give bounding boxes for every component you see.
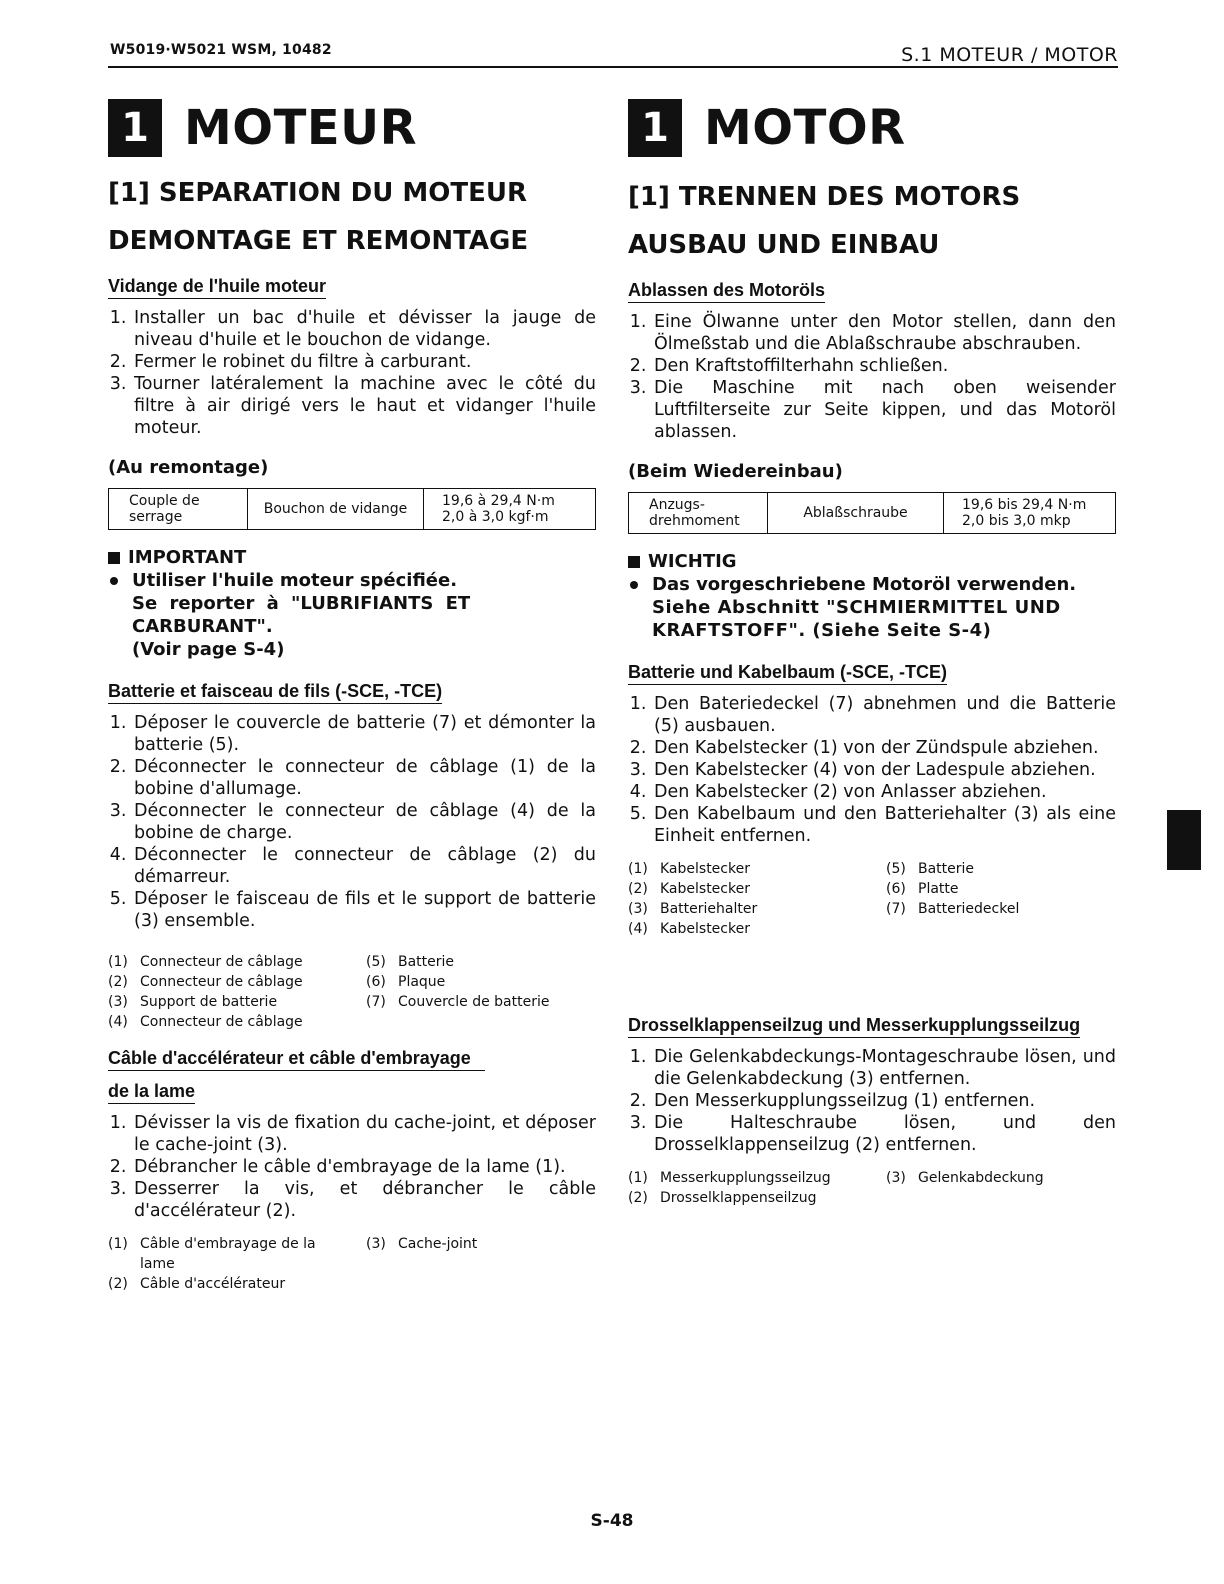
- torque-table: [628, 492, 1116, 534]
- cable-steps: [628, 1046, 1116, 1156]
- step: 1. Eine Ölwanne unter den Motor stellen, dann den Ölmeßstab und die Ablaßschraube abschrauben.: [652, 311, 1116, 355]
- battery-steps: [108, 712, 596, 932]
- square-bullet-icon: [108, 552, 120, 564]
- important-note: [628, 550, 1116, 642]
- important-title: IMPORTANT: [128, 547, 247, 568]
- torque-value: [944, 493, 1116, 534]
- legend-item: (5) Batterie: [366, 954, 455, 970]
- battery-legend: [628, 859, 1116, 939]
- topic-battery-harness: Batterie und Kabelbaum (-SCE, -TCE): [628, 662, 947, 685]
- torque-label: Anzugs-drehmoment: [629, 493, 768, 534]
- step: 3. Desserrer la vis, et débrancher le câble d'accélérateur (2).: [132, 1178, 596, 1222]
- topic-oil-drain: Vidange de l'huile moteur: [108, 276, 326, 299]
- legend-item: (2) Câble d'accélérateur: [108, 1276, 286, 1292]
- step: 5. Den Kabelbaum und den Batteriehalter (3) als eine Einheit entfernen.: [652, 803, 1116, 847]
- header-rule: [108, 66, 1118, 68]
- torque-value-kgf: 2,0 à 3,0 kgf·m: [442, 509, 549, 525]
- german-column: [628, 98, 1116, 1208]
- legend-item: (1) Connecteur de câblage: [108, 954, 303, 970]
- important-note: [108, 546, 596, 661]
- chapter-heading: [108, 98, 596, 158]
- step: 1. Déposer le couvercle de batterie (7) et démonter la batterie (5).: [132, 712, 596, 756]
- step: 1. Installer un bac d'huile et dévisser la jauge de niveau d'huile et le bouchon de vidange.: [132, 307, 596, 351]
- bullet-icon: [628, 573, 652, 596]
- step: 1. Den Bateriedeckel (7) abnehmen und die Batterie (5) ausbauen.: [652, 693, 1116, 737]
- step: 2. Den Kabelstecker (1) von der Zündspule abziehen.: [652, 737, 1116, 759]
- step: 4. Déconnecter le connecteur de câblage (2) du démarreur.: [132, 844, 596, 888]
- important-line: Utiliser l'huile moteur spécifiée.: [132, 570, 458, 591]
- legend-item: (1) Kabelstecker: [628, 861, 750, 877]
- square-bullet-icon: [628, 556, 640, 568]
- legend-item: (1) Câble d'embrayage de la lame: [108, 1236, 316, 1272]
- topic-oil-drain: Ablassen des Motoröls: [628, 280, 825, 303]
- chapter-title: MOTEUR: [184, 100, 418, 156]
- step: 5. Déposer le faisceau de fils et le support de batterie (3) ensemble.: [132, 888, 596, 932]
- step: 2. Den Messerkupplungsseilzug (1) entfernen.: [652, 1090, 1116, 1112]
- reassembly-note: (Au remontage): [108, 457, 269, 478]
- legend-item: (3) Support de batterie: [108, 994, 278, 1010]
- section-title: [1] SEPARATION DU MOTEUR: [108, 178, 527, 208]
- step: 2. Fermer le robinet du filtre à carburant.: [132, 351, 596, 373]
- chapter-heading: [628, 98, 1116, 158]
- topic-cable-line-2: de la lame: [108, 1081, 195, 1104]
- important-line: Se reporter à "LUBRIFIANTS ET CARBURANT".: [132, 593, 471, 637]
- french-column: [108, 98, 596, 1294]
- step: 3. Déconnecter le connecteur de câblage (4) de la bobine de charge.: [132, 800, 596, 844]
- section-header: S.1 MOTEUR / MOTOR: [901, 44, 1118, 66]
- topic-cable: Drosselklappenseilzug und Messerkupplungsseilzug: [628, 1015, 1080, 1038]
- cable-legend: [628, 1168, 1116, 1208]
- chapter-number-box: 1: [628, 99, 682, 157]
- important-line: Siehe Abschnitt "SCHMIERMITTEL UND KRAFTSTOFF". (Siehe Seite S-4): [652, 597, 1061, 641]
- cable-legend: [108, 1234, 596, 1294]
- topic-battery-harness: Batterie et faisceau de fils (-SCE, -TCE): [108, 681, 442, 704]
- torque-label: Couple de serrage: [109, 489, 248, 530]
- step: 1. Dévisser la vis de fixation du cache-joint, et déposer le cache-joint (3).: [132, 1112, 596, 1156]
- document-code: W5019·W5021 WSM, 10482: [110, 42, 332, 58]
- sub-title: AUSBAU UND EINBAU: [628, 230, 940, 260]
- legend-item: (2) Drosselklappenseilzug: [628, 1190, 817, 1206]
- legend-item: (3) Batteriehalter: [628, 901, 758, 917]
- page-number: S-48: [590, 1511, 634, 1531]
- chapter-number-box: 1: [108, 99, 162, 157]
- chapter-title: MOTOR: [704, 100, 906, 156]
- sub-title: DEMONTAGE ET REMONTAGE: [108, 226, 529, 256]
- cable-steps: [108, 1112, 596, 1222]
- step: 3. Tourner latéralement la machine avec le côté du filtre à air dirigé vers le haut et vidanger l'huile moteur.: [132, 373, 596, 439]
- oil-drain-steps: [628, 311, 1116, 443]
- battery-steps: [628, 693, 1116, 847]
- topic-cable-line-1: Câble d'accélérateur et câble d'embrayage: [108, 1048, 485, 1071]
- legend-item: (2) Connecteur de câblage: [108, 974, 303, 990]
- step: 2. Déconnecter le connecteur de câblage (1) de la bobine d'allumage.: [132, 756, 596, 800]
- torque-value-nm: 19,6 bis 29,4 N·m: [962, 497, 1087, 513]
- step: 2. Den Kraftstoffilterhahn schließen.: [652, 355, 1116, 377]
- torque-value-nm: 19,6 à 29,4 N·m: [442, 493, 555, 509]
- torque-value-mkp: 2,0 bis 3,0 mkp: [962, 513, 1071, 529]
- reassembly-note: (Beim Wiedereinbau): [628, 461, 843, 482]
- torque-part: Bouchon de vidange: [248, 489, 424, 530]
- legend-item: (7) Batteriedeckel: [886, 901, 1020, 917]
- torque-part: Ablaßschraube: [768, 493, 944, 534]
- step: 2. Débrancher le câble d'embrayage de la lame (1).: [132, 1156, 596, 1178]
- oil-drain-steps: [108, 307, 596, 439]
- legend-item: (4) Connecteur de câblage: [108, 1014, 303, 1030]
- torque-table: [108, 488, 596, 530]
- torque-value: [424, 489, 596, 530]
- thumb-tab-marker: [1167, 810, 1201, 870]
- important-line: Das vorgeschriebene Motoröl verwenden.: [652, 574, 1077, 595]
- step: 4. Den Kabelstecker (2) von Anlasser abziehen.: [652, 781, 1116, 803]
- step: 1. Die Gelenkabdeckungs-Montageschraube lösen, und die Gelenkabdeckung (3) entfernen.: [652, 1046, 1116, 1090]
- step: 3. Die Maschine mit nach oben weisender Luftfilterseite zur Seite kippen, und das Motoröl ablassen.: [652, 377, 1116, 443]
- legend-item: (2) Kabelstecker: [628, 881, 750, 897]
- legend-item: (6) Plaque: [366, 974, 446, 990]
- step: 3. Den Kabelstecker (4) von der Ladespule abziehen.: [652, 759, 1116, 781]
- legend-item: (1) Messerkupplungsseilzug: [628, 1170, 831, 1186]
- section-title: [1] TRENNEN DES MOTORS: [628, 182, 1021, 212]
- bullet-icon: [108, 569, 132, 592]
- legend-item: (5) Batterie: [886, 861, 975, 877]
- important-title: WICHTIG: [648, 551, 737, 572]
- legend-item: (7) Couvercle de batterie: [366, 994, 550, 1010]
- battery-legend: [108, 952, 596, 1032]
- legend-item: (6) Platte: [886, 881, 959, 897]
- step: 3. Die Halteschraube lösen, und den Drosselklappenseilzug (2) entfernen.: [652, 1112, 1116, 1156]
- legend-item: (3) Gelenkabdeckung: [886, 1170, 1044, 1186]
- important-line: (Voir page S-4): [132, 639, 285, 660]
- legend-item: (3) Cache-joint: [366, 1236, 478, 1252]
- legend-item: (4) Kabelstecker: [628, 921, 750, 937]
